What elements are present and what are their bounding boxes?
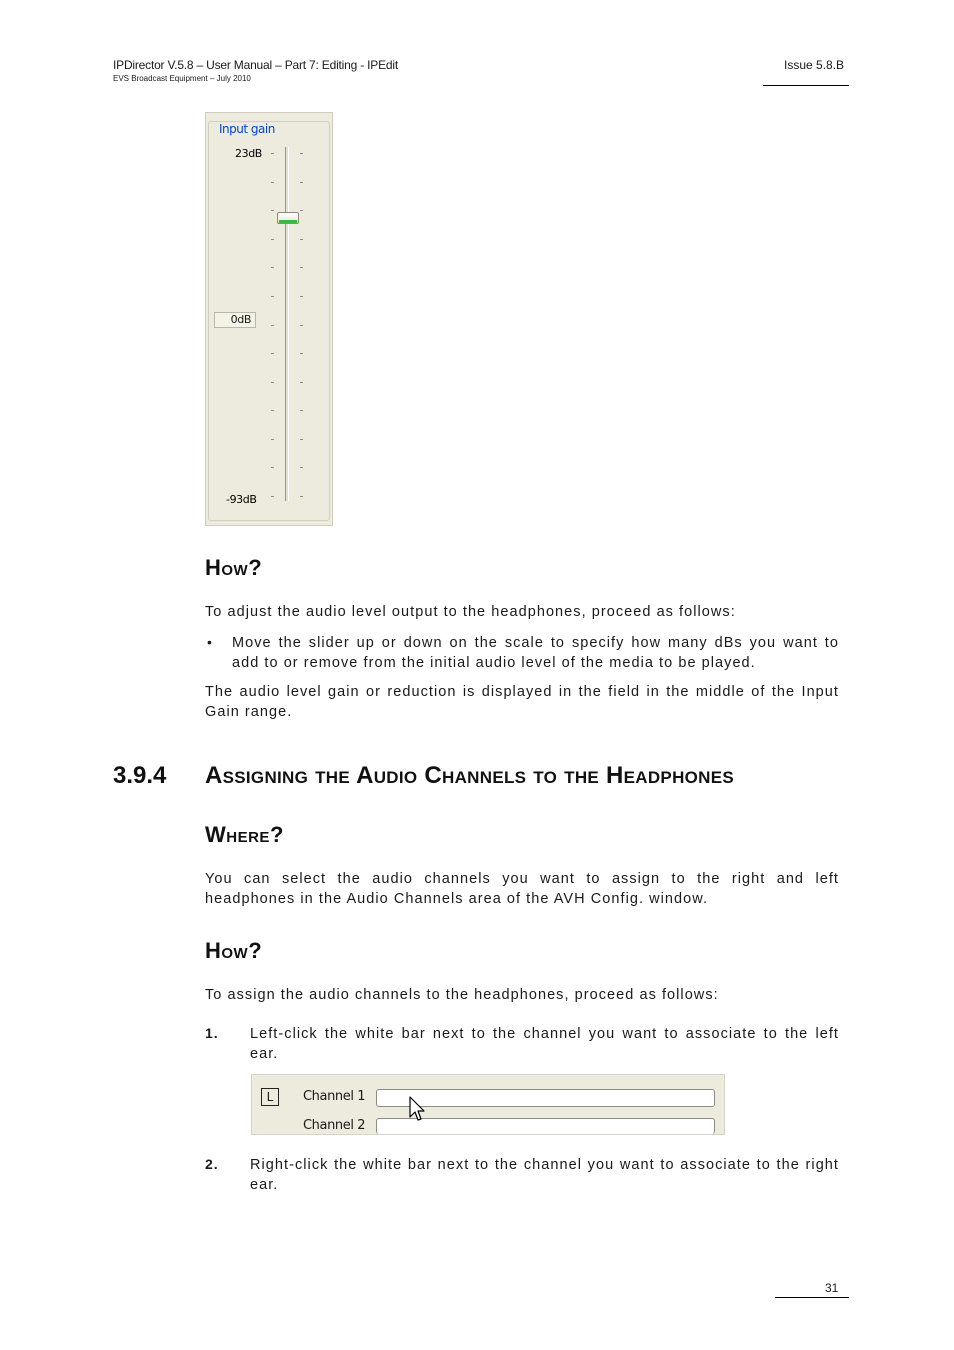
channel-1-label: Channel 1	[303, 1089, 366, 1104]
gain-slider-tick	[271, 382, 274, 383]
gain-slider-tick	[300, 410, 303, 411]
channel-1-bar[interactable]	[376, 1089, 715, 1107]
gain-slider-tick	[300, 296, 303, 297]
gain-slider-tick	[300, 325, 303, 326]
gain-slider-tick	[300, 182, 303, 183]
gain-slider-tick	[300, 439, 303, 440]
step-2-text: Right-click the white bar next to the channel you want to associate to the right ear.	[250, 1157, 839, 1193]
section-number: 3.9.4	[113, 762, 167, 789]
gain-slider-tick	[271, 439, 274, 440]
gain-slider-tick	[271, 239, 274, 240]
how-heading-1: How?	[205, 555, 263, 580]
gain-slider-tick	[300, 496, 303, 497]
document-subtitle: EVS Broadcast Equipment – July 2010	[113, 74, 251, 83]
channel-2-label: Channel 2	[303, 1118, 366, 1133]
gain-min-label: -93dB	[226, 493, 257, 506]
header-rule	[763, 85, 849, 86]
gain-slider-tick	[300, 153, 303, 154]
gain-slider-tick	[271, 267, 274, 268]
gain-max-label: 23dB	[235, 147, 262, 160]
how-intro-1: To adjust the audio level output to the headphones, proceed as follows:	[205, 604, 736, 620]
gain-slider-tick	[300, 210, 303, 211]
gain-slider-tick	[300, 467, 303, 468]
step-1-number: 1.	[205, 1025, 219, 1041]
gain-slider-tick	[271, 153, 274, 154]
section-title: Assigning the Audio Channels to the Headphones	[205, 762, 735, 789]
gain-slider-track[interactable]	[285, 147, 289, 501]
where-heading: Where?	[205, 822, 284, 847]
gain-slider-tick	[271, 353, 274, 354]
gain-slider-tick	[300, 267, 303, 268]
where-text: You can select the audio channels you want to assign to the right and left headphones in the Audio Channels area of the AVH Config. window.	[205, 871, 839, 907]
gain-slider-tick	[271, 467, 274, 468]
gain-slider-tick	[271, 410, 274, 411]
channel-2-bar[interactable]	[376, 1118, 715, 1134]
gain-slider-tick	[271, 496, 274, 497]
gain-value-field: 0dB	[214, 312, 256, 328]
footer-rule	[775, 1297, 849, 1298]
gain-slider-tick	[271, 182, 274, 183]
issue-label: Issue 5.8.B	[784, 58, 845, 72]
bullet-text: Move the slider up or down on the scale to specify how many dBs you want to add to or remove from the initial audio level of the media to be played.	[232, 635, 839, 671]
page-number: 31	[825, 1281, 839, 1295]
gain-slider-tick	[271, 325, 274, 326]
how-intro-2: To assign the audio channels to the headphones, proceed as follows:	[205, 987, 719, 1003]
gain-slider-tick	[300, 353, 303, 354]
bullet-marker: •	[207, 634, 212, 650]
input-gain-legend: Input gain	[219, 122, 275, 136]
how-heading-2: How?	[205, 938, 263, 963]
mouse-cursor-icon	[409, 1096, 425, 1124]
step-2-number: 2.	[205, 1156, 219, 1172]
gain-slider-thumb[interactable]	[277, 212, 299, 224]
gain-slider-tick	[271, 296, 274, 297]
how-outro-1: The audio level gain or reduction is displayed in the field in the middle of the Input Gain range.	[205, 684, 839, 720]
step-1-text: Left-click the white bar next to the channel you want to associate to the left ear.	[250, 1026, 839, 1062]
gain-slider-tick	[271, 210, 274, 211]
left-ear-marker: L	[261, 1088, 279, 1106]
document-title: IPDirector V.5.8 – User Manual – Part 7: Editing - IPEdit	[113, 58, 398, 72]
gain-slider-tick	[300, 239, 303, 240]
gain-slider-tick	[300, 382, 303, 383]
